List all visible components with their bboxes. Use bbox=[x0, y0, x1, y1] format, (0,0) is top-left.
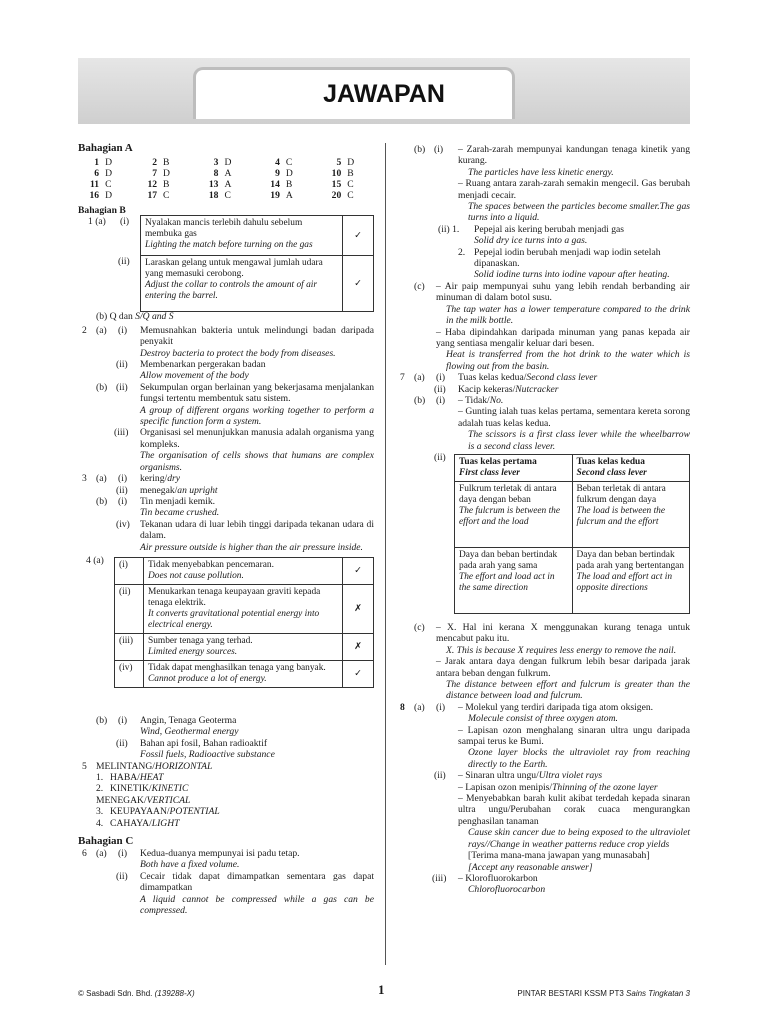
q5-h1: MELINTANG/ bbox=[96, 760, 155, 772]
q8-a-ii-2-en: Thinning of the ozone layer bbox=[552, 781, 658, 793]
q7-b-label: (b) bbox=[414, 394, 426, 406]
q4-b-ii-label: (ii) bbox=[116, 737, 128, 749]
table-header bbox=[455, 454, 573, 481]
q8-a-i-2-en: Ozone layer blocks the ultraviolet ray from reaching directly to the Earth. bbox=[468, 747, 690, 770]
tick-mark: ✓ bbox=[343, 557, 374, 584]
q2-b-ii-label: (ii) bbox=[116, 381, 128, 393]
q8-note-en: [Accept any reasonable answer] bbox=[468, 861, 593, 873]
q4-row-text bbox=[144, 633, 343, 660]
footer-book-subject: Sains Tingkatan 3 bbox=[626, 989, 690, 998]
q4-row bbox=[115, 584, 374, 633]
mcq-answer: D bbox=[105, 157, 112, 168]
q6-b-i-label: (i) bbox=[434, 144, 444, 155]
q1-ii-en: Adjust the collar to controls the amount of air entering the barrel. bbox=[145, 280, 318, 302]
cell-text: Daya dan beban bertindak pada arah yang bertentangan bbox=[576, 549, 684, 571]
mcq-answer: C bbox=[105, 179, 112, 190]
q2-label: 2 bbox=[82, 324, 87, 336]
q6-a-ii-text: Cecair tidak dapat dimampatkan sementara gas dapat dimampatkan bbox=[140, 870, 374, 894]
table-cell bbox=[455, 481, 573, 547]
mcq-number: 13 bbox=[208, 179, 219, 190]
mcq-answer: C bbox=[285, 157, 293, 168]
crossword-word: HABA/ bbox=[110, 771, 140, 783]
q8-a-ii-3: – Menyebabkan barah kulit akibat terdedah kepada sinaran ultra ungu/Perubahan corak cuaca mengurangkan penghasilan tanaman bbox=[458, 793, 690, 827]
mcq-answer: C bbox=[347, 190, 354, 201]
q8-a-label: (a) bbox=[414, 701, 425, 713]
q7-b-ii-label: (ii) bbox=[434, 451, 446, 463]
q3-a-i bbox=[140, 473, 374, 484]
q6-label: 6 bbox=[82, 848, 87, 859]
mcq-number: 2 bbox=[152, 157, 158, 168]
q1-answer-table bbox=[140, 215, 374, 312]
q6-a-label: (a) bbox=[96, 848, 107, 859]
q3-b-label: (b) bbox=[96, 495, 108, 507]
mcq-number: 6 bbox=[94, 168, 100, 179]
q6-b-ii-1: Pepejal ais kering berubah menjadi gas bbox=[474, 223, 624, 235]
page-title: JAWAPAN bbox=[323, 80, 445, 108]
cell-en: The load is between the fulcrum and the effort bbox=[576, 505, 666, 527]
q4-row-en: It converts gravitational potential energy into electrical energy. bbox=[148, 608, 320, 630]
cell-text: Fulkrum terletak di antara daya dengan beban bbox=[459, 483, 557, 505]
q3-a-i-en: dry bbox=[167, 473, 180, 485]
q1-i-text: Nyalakan mancis terlebih dahulu sebelum membuka gas bbox=[145, 218, 303, 240]
q6-b-ii bbox=[396, 224, 690, 281]
crossword-number: 1. bbox=[96, 771, 104, 783]
q2-a-ii-text: Membenarkan pergerakan badan bbox=[140, 359, 266, 371]
q4-b-ii-en: Fossil fuels, Radioactive substance bbox=[140, 749, 275, 761]
q6-a-ii-en: A liquid cannot be compressed while a gas can be compressed. bbox=[140, 893, 374, 917]
tick-mark: ✗ bbox=[343, 633, 374, 660]
cell-text: Beban terletak di antara fulkrum dengan daya bbox=[576, 483, 666, 505]
q1-ii-label: (ii) bbox=[118, 256, 130, 268]
crossword-number: 3. bbox=[96, 806, 104, 818]
footer-book-title bbox=[517, 988, 690, 999]
q6-b-label: (b) bbox=[414, 144, 426, 155]
q7-c-1: – X. Hal ini kerana X menggunakan kurang tenaga untuk mencabut paku itu. bbox=[436, 621, 690, 645]
lever-comparison-table bbox=[454, 454, 690, 614]
q7-a-i-label: (i) bbox=[436, 372, 446, 384]
mcq-answer: C bbox=[163, 190, 170, 201]
mcq-answer: B bbox=[285, 179, 293, 190]
mcq-number: 20 bbox=[331, 190, 342, 201]
q6-b-i-2-en: The spaces between the particles become smaller.The gas turns into a liquid. bbox=[468, 201, 690, 224]
mcq-answer: A bbox=[285, 190, 293, 201]
table-header-text: Tuas kelas pertama bbox=[459, 456, 537, 467]
crossword-answer bbox=[96, 772, 374, 783]
q8-a-i-1: – Molekul yang terdiri daripada tiga atom oksigen. bbox=[458, 701, 654, 713]
q7-c-2: – Jarak antara daya dengan fulkrum lebih besar daripada jarak antara beban dengan fulkrum. bbox=[436, 656, 690, 679]
crossword-number: 4. bbox=[96, 817, 104, 829]
q7-label: 7 bbox=[400, 372, 405, 384]
q6-c bbox=[396, 281, 690, 372]
mcq-number: 5 bbox=[336, 157, 342, 168]
q4-b-ii bbox=[78, 738, 374, 761]
crossword-word-en: LIGHT bbox=[151, 817, 180, 829]
q1-ii-text: Laraskan gelang untuk mengawal jumlah udara yang memasuki cerobong. bbox=[145, 258, 323, 280]
table-header bbox=[572, 454, 690, 481]
q6-b-i-1: – Zarah-zarah mempunyai kandungan tenaga kinetik yang kurang. bbox=[458, 144, 690, 167]
q6-a-i-en: Both have a fixed volume. bbox=[140, 859, 240, 871]
q4-label: 4 (a) bbox=[86, 554, 104, 566]
q7-b-ii bbox=[396, 452, 690, 622]
q5-horizontal-list bbox=[96, 772, 374, 795]
q7-a-ii-label: (ii) bbox=[434, 383, 446, 395]
q2-b-iii-label: (iii) bbox=[114, 427, 129, 439]
q6-b-ii-2-label: 2. bbox=[458, 246, 466, 258]
q2-b-ii-text: Sekumpulan organ berlainan yang bekerjasama menjalankan fungsi tertentu membentuk satu sistem. bbox=[140, 381, 374, 405]
mcq-number: 1 bbox=[94, 157, 100, 168]
page-number: 1 bbox=[378, 982, 385, 997]
mcq-number: 16 bbox=[89, 190, 100, 201]
column-divider bbox=[385, 143, 386, 965]
q3-a-ii-text: menegak/ bbox=[140, 484, 178, 496]
q8-a-i-2: – Lapisan ozon menghalang sinaran ultra ungu daripada sampai terus ke Bumi. bbox=[458, 724, 690, 748]
cell-en: The effort and load act in the same direction bbox=[459, 571, 555, 593]
q4-b-i-label: (i) bbox=[118, 714, 128, 726]
right-column bbox=[396, 144, 690, 896]
q3-a-i-text: kering/ bbox=[140, 473, 168, 485]
crossword-number: 2. bbox=[96, 783, 104, 795]
table-cell bbox=[572, 547, 690, 613]
q7-b-i-2-en: The scissors is a first class lever while the wheelbarrow is a second class lever. bbox=[468, 429, 690, 452]
q2-a-i-text: Memusnahkan bakteria untuk melindungi badan daripada penyakit bbox=[140, 324, 374, 348]
question-1 bbox=[78, 216, 374, 316]
q2-a-i bbox=[140, 325, 374, 359]
mcq-answer-grid bbox=[84, 157, 374, 201]
cell-en: The fulcrum is between the effort and the load bbox=[459, 505, 561, 527]
q2-b-iii-text: Organisasi sel menunjukkan manusia adalah organisma yang kompleks. bbox=[140, 427, 374, 450]
section-title-c: Bahagian C bbox=[78, 835, 134, 847]
q4-row-number: (iii) bbox=[115, 633, 144, 660]
q3-b-iv-en: Air pressure outside is higher than the air pressure inside. bbox=[140, 541, 363, 553]
crossword-word-en: POTENTIAL bbox=[169, 806, 220, 818]
q6-a-i-text: Kedua-duanya mempunyai isi padu tetap. bbox=[140, 848, 300, 859]
cell-text: Daya dan beban bertindak pada arah yang sama bbox=[459, 549, 558, 571]
footer-copyright-text: © Sasbadi Sdn. Bhd. bbox=[78, 989, 153, 998]
q2-a-i-en: Destroy bacteria to protect the body from diseases. bbox=[140, 347, 336, 359]
mcq-number: 10 bbox=[331, 168, 342, 179]
q7-a-ii-en: Nutcracker bbox=[515, 383, 559, 395]
q4-answer-table bbox=[114, 557, 374, 688]
q4-row-number: (iv) bbox=[115, 660, 144, 687]
q6-c-2-en: Heat is transferred from the hot drink to the water which is flowing out from the basin. bbox=[446, 349, 690, 372]
q7-b-i-label: (i) bbox=[436, 394, 446, 406]
mcq-number: 15 bbox=[331, 179, 342, 190]
q7-b-i-1: – Tidak/ bbox=[458, 394, 490, 406]
q8-a-iii-label: (iii) bbox=[432, 872, 447, 884]
table-cell bbox=[455, 547, 573, 613]
q7-a-i-en: Second class lever bbox=[526, 372, 598, 384]
q6-b-i-1-en: The particles have less kinetic energy. bbox=[468, 166, 614, 178]
q1-i-label: (i) bbox=[120, 216, 130, 228]
q4-row-en: Cannot produce a lot of energy. bbox=[148, 673, 267, 684]
q6-c-2: – Haba dipindahkan daripada minuman yang panas kepada air yang sentiasa mengalir keluar dari besen. bbox=[436, 326, 690, 349]
question-6 bbox=[78, 848, 374, 916]
q4-row-number: (i) bbox=[115, 557, 144, 584]
mcq-answer: B bbox=[347, 168, 354, 179]
q4-b-ii-text: Bahan api fosil, Bahan radioaktif bbox=[140, 737, 268, 749]
mcq-answer: A bbox=[224, 168, 232, 179]
q2-b-label: (b) bbox=[96, 381, 108, 393]
q5-h2: MENEGAK/ bbox=[96, 794, 147, 806]
q8-a-i-1-en: Molecule consist of three oxygen atom. bbox=[468, 713, 618, 725]
q1-i-cell bbox=[141, 216, 343, 256]
mcq-number: 9 bbox=[275, 168, 280, 179]
q3-b-i-label: (i) bbox=[118, 495, 128, 507]
q5-h2-en: VERTICAL bbox=[146, 794, 191, 806]
q4-row bbox=[115, 660, 374, 687]
footer-book-text: PINTAR BESTARI KSSM PT3 bbox=[517, 989, 624, 998]
q7-a-ii-text: Kacip kekeras/ bbox=[458, 383, 516, 395]
q7-c bbox=[396, 622, 690, 702]
q2-b-iii-en: The organisation of cells shows that humans are complex organisms. bbox=[140, 450, 374, 473]
crossword-word-en: KINETIC bbox=[151, 783, 189, 795]
q4-row-ms: Sumber tenaga yang terhad. bbox=[148, 635, 253, 646]
q1-b-text: (b) Q dan bbox=[96, 311, 133, 323]
q4-b-i-text: Angin, Tenaga Geoterma bbox=[140, 714, 237, 726]
mcq-number: 19 bbox=[270, 190, 280, 201]
mcq-number: 18 bbox=[208, 190, 219, 201]
q8-label: 8 bbox=[400, 701, 405, 713]
q4-b-label: (b) bbox=[96, 714, 108, 726]
q7-b-i-2: – Gunting ialah tuas kelas pertama, sementara kereta sorong adalah tuas kelas kedua. bbox=[458, 406, 690, 429]
q4-row bbox=[115, 557, 374, 584]
q8-a-iii-1: – Klorofluorokarbon bbox=[458, 872, 538, 884]
q6-a-ii-label: (ii) bbox=[116, 870, 128, 882]
q3-a-ii bbox=[78, 485, 374, 496]
q3-b-iv bbox=[78, 519, 374, 553]
q5-vertical-list bbox=[96, 806, 374, 829]
mcq-number: 4 bbox=[275, 157, 280, 168]
q4-row-ms: Menukarkan tenaga keupayaan graviti kepada tenaga elektrik. bbox=[148, 586, 321, 608]
q2-a-i-label: (i) bbox=[118, 324, 128, 336]
q2-a-ii-en: Allow movement of the body bbox=[140, 370, 249, 382]
q5-h1-en: HORIZONTAL bbox=[154, 760, 213, 772]
q3-b-i-en: Tin became crushed. bbox=[140, 507, 220, 519]
mcq-answer: B bbox=[163, 157, 170, 168]
q2-b-ii bbox=[78, 382, 374, 428]
mcq-answer: D bbox=[224, 157, 232, 168]
q6-b-ii-2-en: Solid iodine turns into iodine vapour after heating. bbox=[474, 269, 670, 281]
q8-a-ii-2: – Lapisan ozon menipis/ bbox=[458, 781, 553, 793]
question-5 bbox=[78, 761, 374, 829]
mcq-number: 8 bbox=[213, 168, 219, 179]
page-footer bbox=[78, 984, 690, 1004]
q2-b-iii bbox=[78, 427, 374, 473]
q2-b-ii-en: A group of different organs working together to perform a specific function form a system. bbox=[140, 404, 374, 428]
q2-a-ii-label: (ii) bbox=[116, 359, 128, 371]
q2-a-ii bbox=[78, 359, 374, 382]
question-2 bbox=[78, 325, 374, 473]
crossword-word: KINETIK/ bbox=[110, 783, 152, 795]
q3-b-i-text: Tin menjadi kemik. bbox=[140, 495, 216, 507]
section-title-b: Bahagian B bbox=[78, 205, 126, 216]
footer-company-id: (139288-X) bbox=[154, 989, 195, 998]
section-title-a: Bahagian A bbox=[78, 142, 133, 154]
q3-a-i-label: (i) bbox=[118, 473, 128, 485]
mcq-answer: D bbox=[347, 157, 355, 168]
mcq-answer: D bbox=[105, 190, 112, 201]
crossword-word: KEUPAYAAN/ bbox=[110, 806, 170, 818]
mcq-answer: D bbox=[285, 168, 293, 179]
q3-a-ii-label: (ii) bbox=[116, 484, 128, 496]
q8-note: [Terima mana-mana jawapan yang munasabah] bbox=[468, 850, 650, 862]
question-7 bbox=[396, 372, 690, 702]
q1-ii-cell bbox=[141, 256, 343, 312]
q3-a-label: (a) bbox=[96, 473, 107, 485]
q8-a-ii-1: – Sinaran ultra ungu/ bbox=[458, 770, 539, 782]
crossword-word-en: HEAT bbox=[139, 771, 164, 783]
q6-c-1-en: The tap water has a lower temperature compared to the drink in the milk bottle. bbox=[446, 303, 690, 327]
q3-b-iv-text: Tekanan udara di luar lebih tinggi daripada tekanan udara di dalam. bbox=[140, 518, 374, 542]
q4-row-ms: Tidak menyebabkan pencemaran. bbox=[148, 559, 274, 570]
mcq-answer: B bbox=[163, 179, 170, 190]
table-header-en: First class lever bbox=[459, 467, 520, 478]
q5-label: 5 bbox=[82, 760, 87, 772]
q4-row-en: Does not cause pollution. bbox=[148, 570, 244, 581]
mcq-answer: C bbox=[347, 179, 354, 190]
q6-b-ii-label: (ii) 1. bbox=[438, 223, 460, 235]
q4-row-text bbox=[144, 557, 343, 584]
mcq-number: 17 bbox=[147, 190, 158, 201]
q4-b-i-en: Wind, Geothermal energy bbox=[140, 726, 239, 738]
q4-row-en: Limited energy sources. bbox=[148, 646, 238, 657]
question-4 bbox=[78, 555, 374, 715]
q6-b bbox=[396, 144, 690, 224]
q1-i-en: Lighting the match before turning on the gas bbox=[145, 240, 313, 251]
q8-a-ii-1-en: Ultra violet rays bbox=[538, 770, 603, 782]
mcq-number: 12 bbox=[147, 179, 158, 190]
q7-b-i-1-en: No. bbox=[489, 394, 504, 406]
mcq-number: 7 bbox=[152, 168, 158, 179]
tick-mark: ✓ bbox=[343, 660, 374, 687]
crossword-answer bbox=[96, 783, 374, 794]
question-8 bbox=[396, 702, 690, 896]
mcq-answer: A bbox=[224, 179, 232, 190]
q7-a-label: (a) bbox=[414, 372, 425, 384]
q3-label: 3 bbox=[82, 473, 87, 485]
tick-mark: ✓ bbox=[343, 216, 374, 256]
mcq-number: 3 bbox=[213, 157, 219, 168]
q4-row-ms: Tidak dapat menghasilkan tenaga yang banyak. bbox=[148, 662, 326, 673]
cell-en: The load and effort act in opposite directions bbox=[576, 571, 673, 593]
q4-row bbox=[115, 633, 374, 660]
q2-a-label: (a) bbox=[96, 324, 107, 336]
q1-label: 1 (a) bbox=[88, 216, 106, 228]
q4-b-i bbox=[78, 715, 374, 738]
crossword-answer bbox=[96, 806, 374, 817]
mcq-answer: C bbox=[224, 190, 231, 201]
question-3 bbox=[78, 473, 374, 553]
q8-a-iii-1-en: Chlorofluorocarbon bbox=[468, 884, 546, 896]
table-header-en: Second class lever bbox=[576, 467, 647, 478]
mcq-answer: D bbox=[163, 168, 170, 179]
mcq-number: 14 bbox=[270, 179, 280, 190]
q7-c-label: (c) bbox=[414, 621, 425, 633]
q3-a-ii-en: an upright bbox=[177, 484, 218, 496]
q6-b-ii-2: Pepejal iodin berubah menjadi wap iodin setelah dipanaskan. bbox=[474, 246, 661, 270]
tick-mark: ✓ bbox=[343, 256, 374, 312]
q4-row-text bbox=[144, 584, 343, 633]
table-header-text: Tuas kelas kedua bbox=[576, 456, 645, 467]
crossword-answer bbox=[96, 818, 374, 829]
q6-b-i-2: – Ruang antara zarah-zarah semakin mengecil. Gas berubah menjadi cecair. bbox=[458, 178, 690, 201]
q6-c-label: (c) bbox=[414, 280, 425, 292]
q7-c-1-en: X. This is because X requires less energy to remove the nail. bbox=[446, 644, 677, 656]
q4-row-number: (ii) bbox=[115, 584, 144, 633]
tick-mark: ✗ bbox=[343, 584, 374, 633]
q1-b-en: S/Q and S bbox=[135, 311, 174, 323]
crossword-word: CAHAYA/ bbox=[110, 817, 152, 829]
q8-a-ii-label: (ii) bbox=[434, 770, 446, 782]
q3-b-iv-label: (iv) bbox=[116, 518, 130, 530]
q8-a-i-label: (i) bbox=[436, 701, 446, 713]
mcq-answer: D bbox=[105, 168, 112, 179]
q6-a-i-label: (i) bbox=[118, 848, 128, 859]
q8-a-ii-3-en: Cause skin cancer due to being exposed to the ultraviolet rays//Change in weather patterns reduce crop yields bbox=[468, 827, 690, 850]
table-cell bbox=[572, 481, 690, 547]
q6-b-ii-1-en: Solid dry ice turns into a gas. bbox=[474, 235, 588, 247]
q7-c-2-en: The distance between effort and fulcrum is greater than the distance between load and fulcrum. bbox=[446, 679, 690, 702]
q6-c-1: – Air paip mempunyai suhu yang lebih rendah berbanding air minuman di dalam botol susu. bbox=[436, 280, 690, 304]
q4-row-text bbox=[144, 660, 343, 687]
q7-a-i-text: Tuas kelas kedua/ bbox=[458, 372, 527, 384]
footer-copyright bbox=[78, 988, 195, 999]
q3-b-i bbox=[78, 496, 374, 519]
mcq-number: 11 bbox=[89, 179, 100, 190]
left-column bbox=[78, 142, 374, 916]
